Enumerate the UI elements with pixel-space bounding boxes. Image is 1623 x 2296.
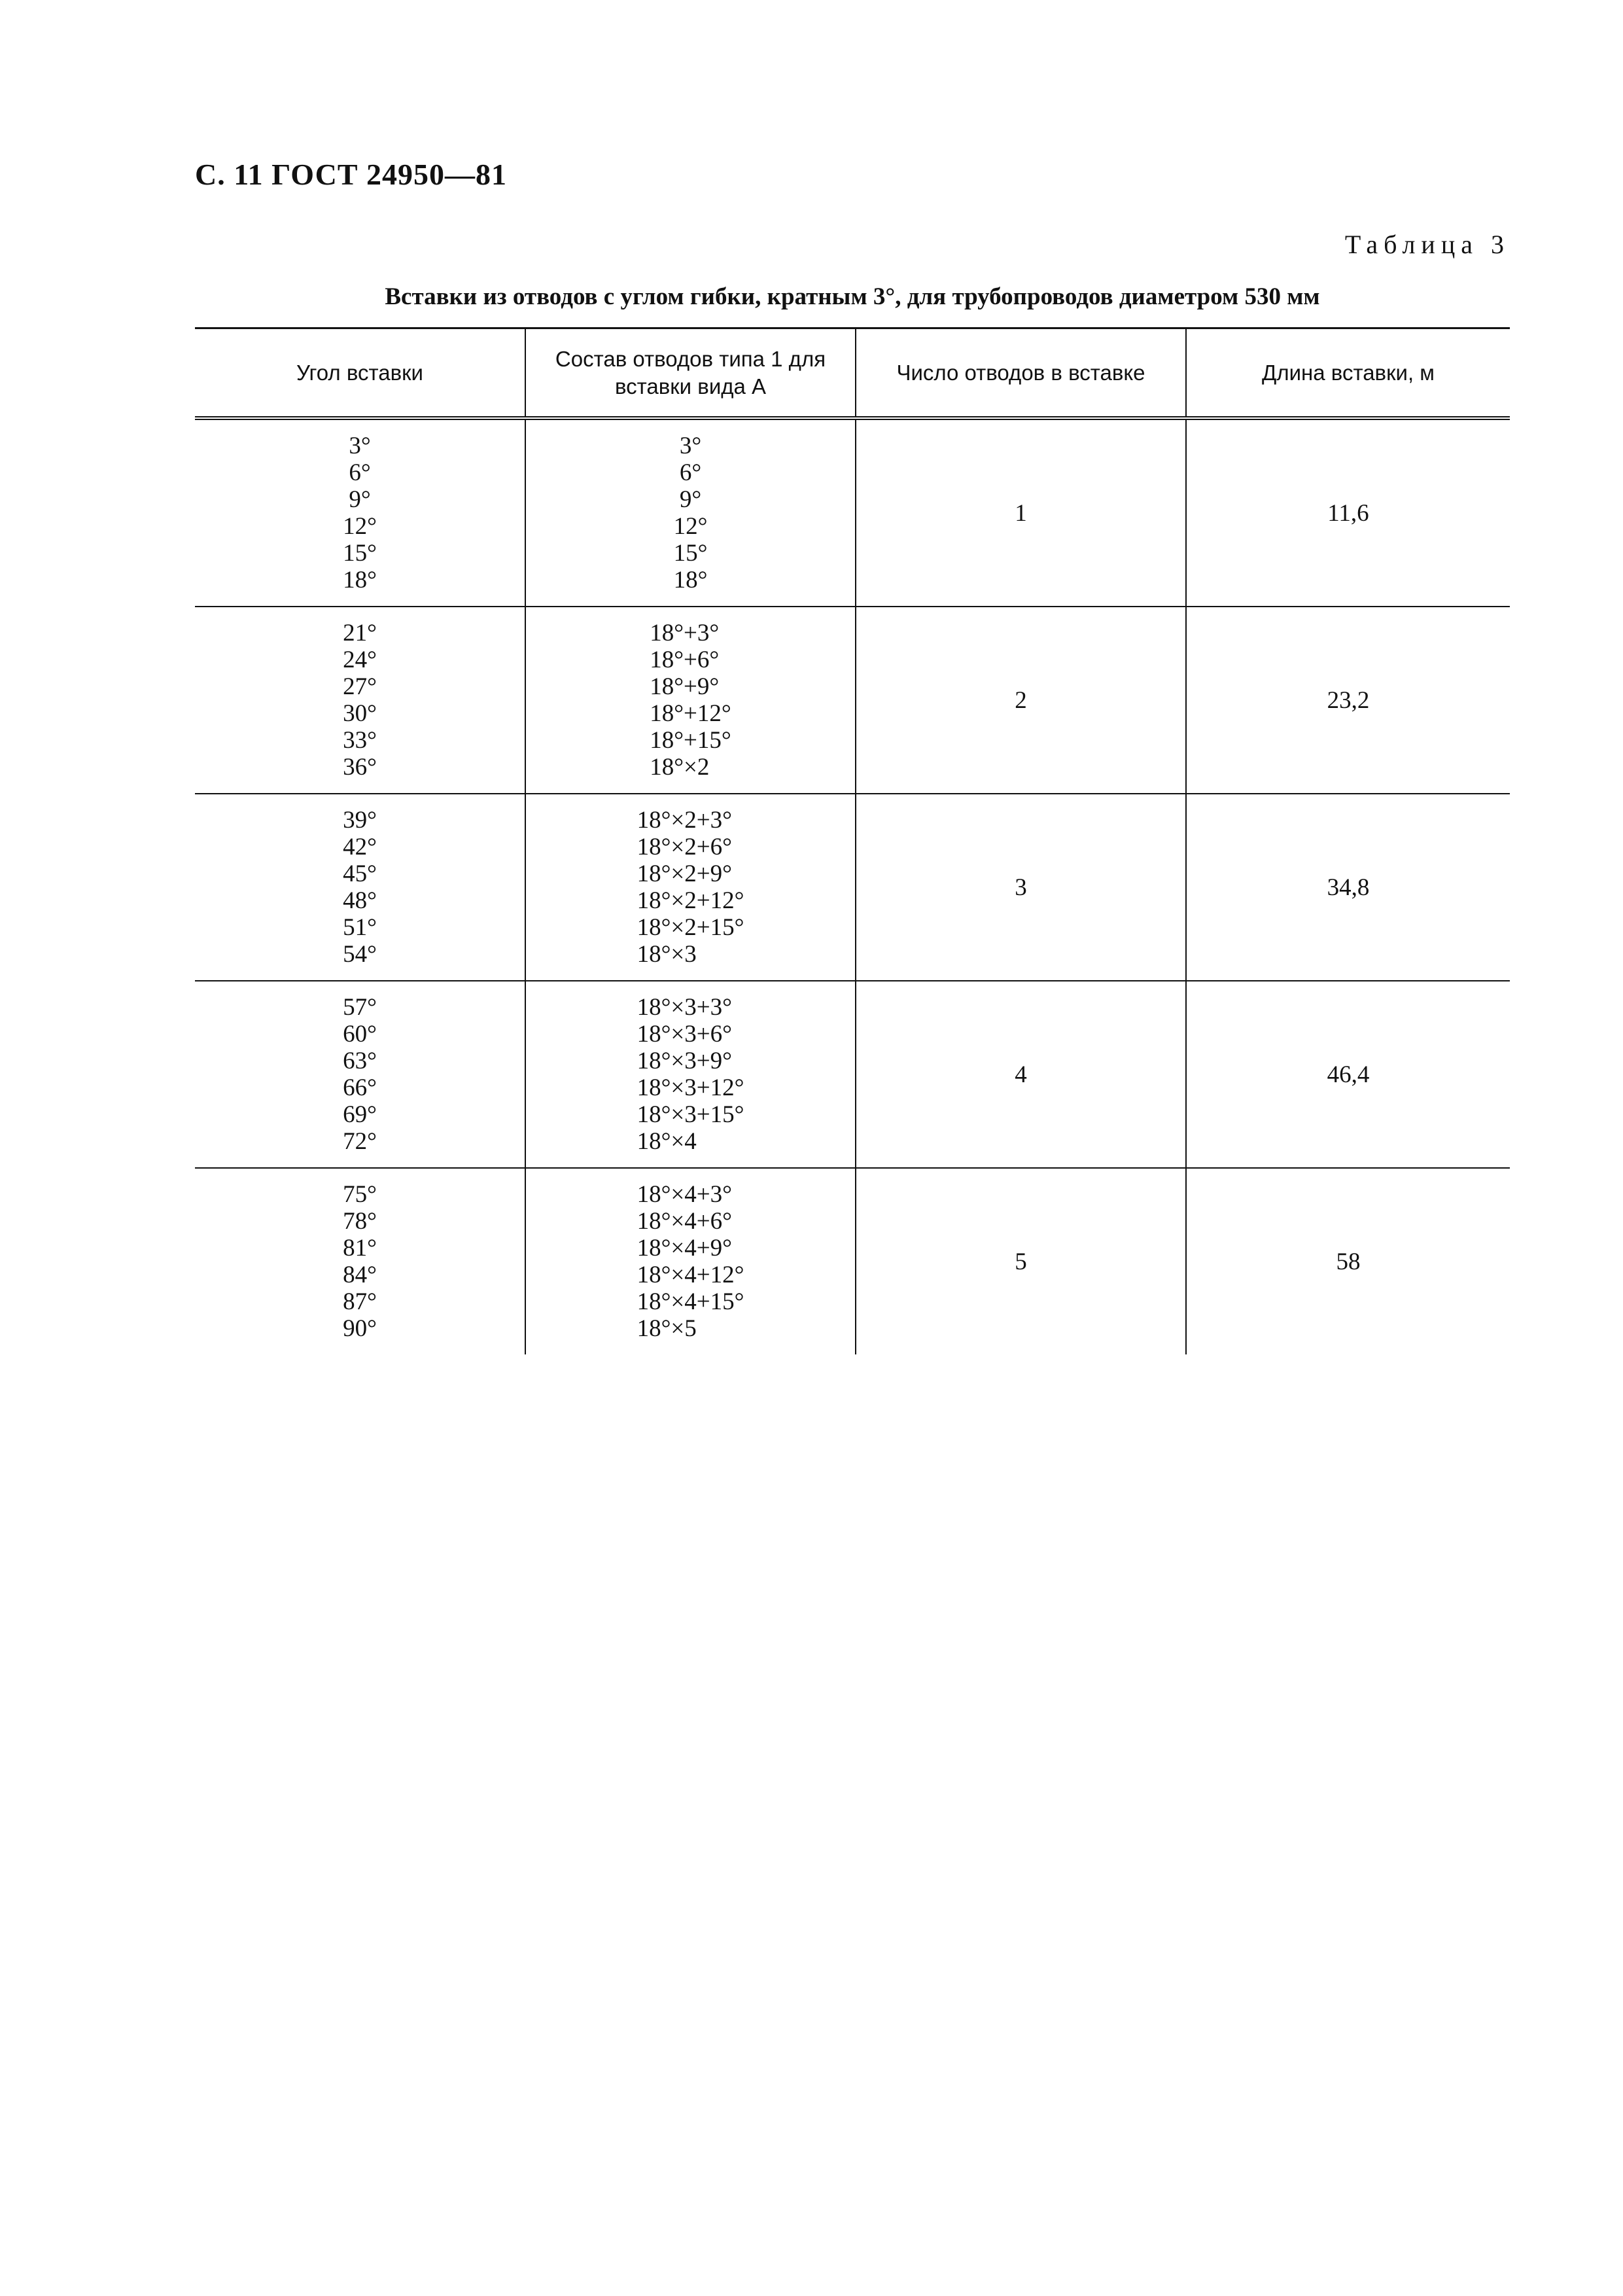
angle-value: 30° bbox=[343, 699, 377, 727]
length-cell: 23,2 bbox=[1186, 607, 1510, 794]
composition-cell bbox=[525, 607, 856, 794]
angle-cell bbox=[195, 794, 525, 981]
angle-value: 42° bbox=[343, 833, 377, 860]
composition-value: 18°×2+6° bbox=[637, 833, 732, 860]
angle-value: 72° bbox=[343, 1127, 377, 1155]
composition-cell bbox=[525, 1168, 856, 1354]
composition-value: 12° bbox=[673, 512, 708, 540]
composition-value: 18°×3+15° bbox=[637, 1101, 744, 1128]
angle-value: 78° bbox=[343, 1207, 377, 1235]
angle-value: 6° bbox=[349, 459, 371, 486]
angle-cell bbox=[195, 607, 525, 794]
composition-value: 18°×3+3° bbox=[637, 993, 732, 1021]
composition-value: 18°×3+6° bbox=[637, 1020, 732, 1048]
length-cell: 46,4 bbox=[1186, 981, 1510, 1168]
composition-value: 18°×5 bbox=[637, 1315, 697, 1342]
length-cell: 58 bbox=[1186, 1168, 1510, 1354]
composition-value: 18°×4+3° bbox=[637, 1180, 732, 1208]
count-cell: 4 bbox=[856, 981, 1186, 1168]
angle-value: 27° bbox=[343, 673, 377, 700]
composition-cell bbox=[525, 981, 856, 1168]
angle-value: 3° bbox=[349, 432, 371, 459]
table-row bbox=[195, 981, 1510, 1168]
insert-table bbox=[195, 327, 1510, 1354]
composition-value: 9° bbox=[679, 486, 702, 513]
angle-value: 54° bbox=[343, 940, 377, 968]
table-number: Таблица 3 bbox=[1344, 230, 1510, 259]
angle-value: 12° bbox=[343, 512, 377, 540]
composition-value: 18°+6° bbox=[650, 646, 720, 673]
angle-value: 90° bbox=[343, 1315, 377, 1342]
composition-value: 18°+3° bbox=[650, 619, 720, 646]
composition-value: 18°×2+9° bbox=[637, 860, 732, 887]
table-row bbox=[195, 1168, 1510, 1354]
angle-cell bbox=[195, 981, 525, 1168]
composition-value: 18°×2+3° bbox=[637, 806, 732, 834]
column-header-composition: Состав отводов типа 1 для вставки вида А bbox=[525, 328, 856, 419]
angle-cell bbox=[195, 418, 525, 607]
table-row bbox=[195, 418, 1510, 607]
count-cell: 1 bbox=[856, 418, 1186, 607]
composition-value: 18°+12° bbox=[650, 699, 731, 727]
table-header-row bbox=[195, 328, 1510, 419]
angle-value: 33° bbox=[343, 726, 377, 754]
composition-value: 18°×3+12° bbox=[637, 1074, 744, 1101]
composition-value: 18°×3+9° bbox=[637, 1047, 732, 1074]
page-header: С. 11 ГОСТ 24950—81 bbox=[195, 158, 508, 191]
composition-value: 3° bbox=[679, 432, 702, 459]
angle-value: 66° bbox=[343, 1074, 377, 1101]
composition-value: 6° bbox=[679, 459, 702, 486]
angle-value: 81° bbox=[343, 1234, 377, 1262]
table-caption: Вставки из отводов с углом гибки, кратным 3°, для трубопроводов диаметром 530 мм bbox=[385, 283, 1320, 310]
angle-cell bbox=[195, 1168, 525, 1354]
composition-value: 18°+9° bbox=[650, 673, 720, 700]
composition-value: 18°×2+12° bbox=[637, 887, 744, 914]
angle-value: 18° bbox=[343, 566, 377, 593]
angle-value: 24° bbox=[343, 646, 377, 673]
column-header-length: Длина вставки, м bbox=[1186, 328, 1510, 419]
composition-value: 18°×4+9° bbox=[637, 1234, 732, 1262]
composition-value: 15° bbox=[673, 539, 708, 567]
angle-value: 48° bbox=[343, 887, 377, 914]
composition-value: 18°×3 bbox=[637, 940, 697, 968]
composition-value: 18°×4+6° bbox=[637, 1207, 732, 1235]
composition-value: 18°×2 bbox=[650, 753, 710, 781]
composition-value: 18°×2+15° bbox=[637, 913, 744, 941]
angle-value: 75° bbox=[343, 1180, 377, 1208]
composition-value: 18° bbox=[673, 566, 708, 593]
angle-value: 9° bbox=[349, 486, 371, 513]
angle-value: 57° bbox=[343, 993, 377, 1021]
table-row bbox=[195, 607, 1510, 794]
composition-value: 18°×4+15° bbox=[637, 1288, 744, 1315]
angle-value: 69° bbox=[343, 1101, 377, 1128]
composition-value: 18°×4 bbox=[637, 1127, 697, 1155]
count-cell: 2 bbox=[856, 607, 1186, 794]
composition-value: 18°+15° bbox=[650, 726, 731, 754]
length-cell: 34,8 bbox=[1186, 794, 1510, 981]
column-header-count: Число отводов в вставке bbox=[856, 328, 1186, 419]
angle-value: 87° bbox=[343, 1288, 377, 1315]
composition-cell bbox=[525, 794, 856, 981]
composition-value: 18°×4+12° bbox=[637, 1261, 744, 1288]
composition-cell bbox=[525, 418, 856, 607]
angle-value: 45° bbox=[343, 860, 377, 887]
count-cell: 5 bbox=[856, 1168, 1186, 1354]
column-header-angle: Угол вставки bbox=[195, 328, 525, 419]
table-row bbox=[195, 794, 1510, 981]
angle-value: 63° bbox=[343, 1047, 377, 1074]
angle-value: 21° bbox=[343, 619, 377, 646]
length-cell: 11,6 bbox=[1186, 418, 1510, 607]
angle-value: 39° bbox=[343, 806, 377, 834]
angle-value: 51° bbox=[343, 913, 377, 941]
angle-value: 15° bbox=[343, 539, 377, 567]
angle-value: 36° bbox=[343, 753, 377, 781]
count-cell: 3 bbox=[856, 794, 1186, 981]
angle-value: 60° bbox=[343, 1020, 377, 1048]
angle-value: 84° bbox=[343, 1261, 377, 1288]
